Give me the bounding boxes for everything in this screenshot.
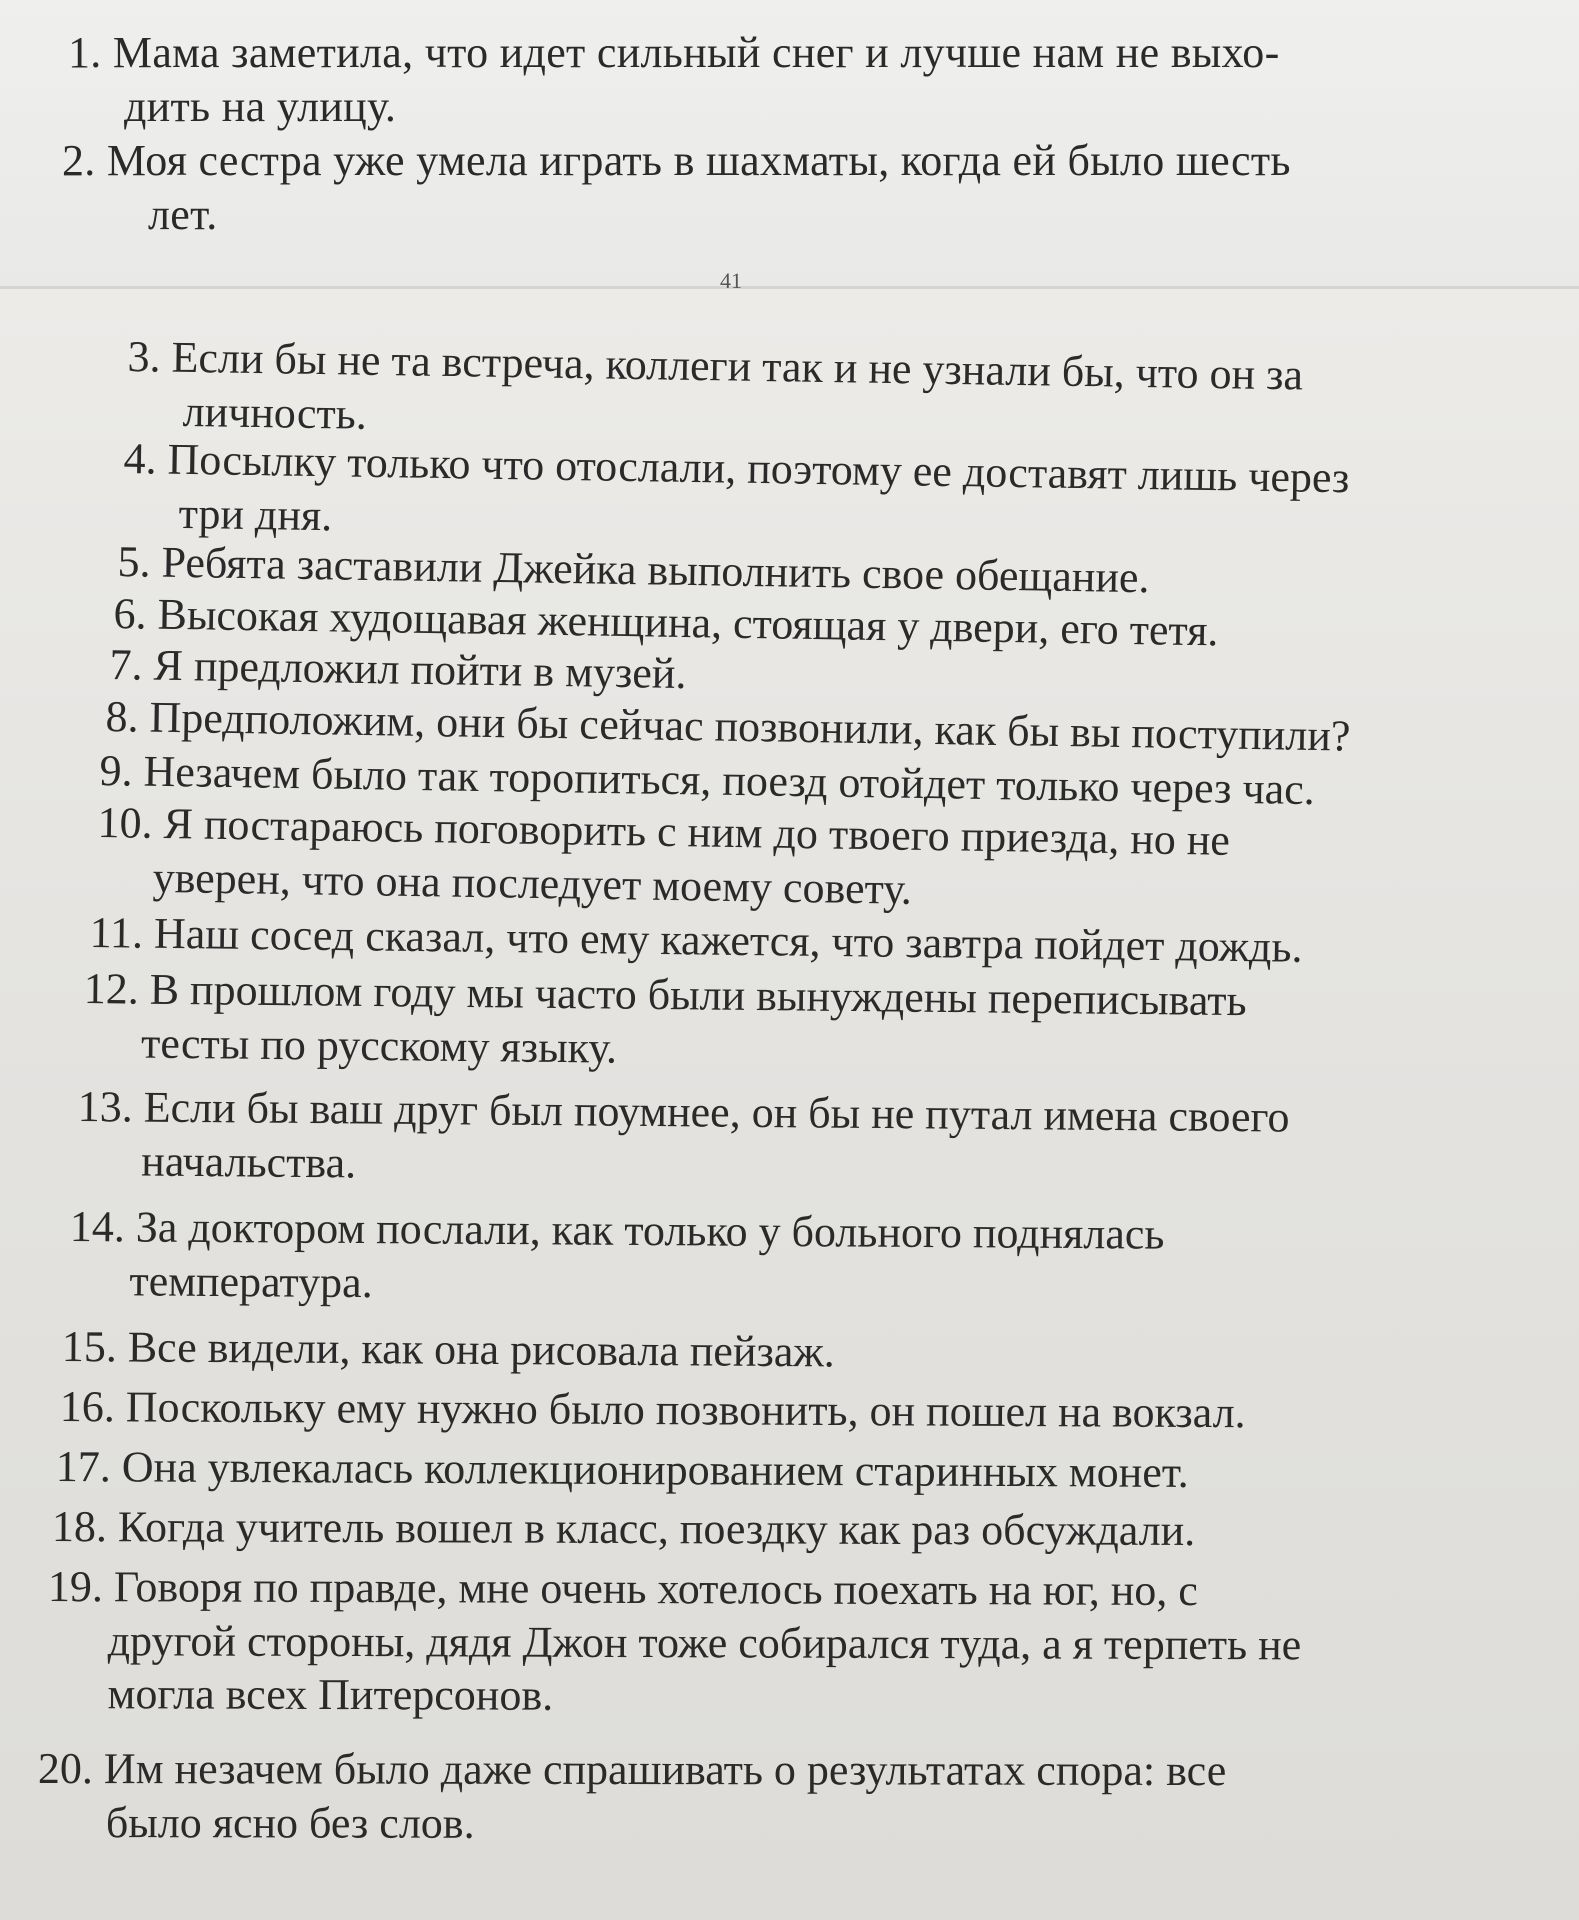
list-item-12 [83,962,1524,1084]
item-text: Предположим, они бы сейчас позвонили, как бы вы поступили? [149,692,1351,761]
item-number: 12. [83,963,139,1014]
item-number: 20. [37,1744,93,1794]
item-number: 10. [97,797,153,848]
item-text: Им незачем было даже спрашивать о результатах спора: все [103,1744,1227,1796]
list-item-1 [68,26,1398,133]
item-continuation: было ясно без слов. [105,1797,475,1848]
item-continuation: начальства. [141,1136,357,1188]
list-item-10 [96,796,1498,925]
item-number: 13. [77,1081,133,1132]
list-item-13 [77,1080,1518,1200]
item-text: Если бы ваш друг был поумнее, он бы не путал имена своего [143,1082,1290,1142]
item-continuation: дить на улицу. [124,81,397,131]
item-text: Мама заметила, что идет сильный снег и лучше нам не выхо- [112,28,1280,77]
item-text: За доктором послали, как только у больного поднялась [135,1202,1165,1259]
item-continuation: три дня. [178,488,333,540]
item-text: Моя сестра уже умела играть в шахматы, когда ей было шесть [106,136,1291,185]
item-number: 19. [47,1562,103,1612]
item-number: 17. [55,1442,111,1492]
item-text: Все видели, как она рисовала пейзаж. [127,1322,835,1377]
list-item-17 [56,1440,1536,1501]
item-continuation: уверен, что она последует моему совету. [152,852,913,914]
item-number: 14. [69,1202,125,1252]
item-number: 2. [62,136,96,185]
item-number: 5. [117,536,151,587]
item-number: 15. [61,1322,117,1372]
item-text: Высокая худощавая женщина, стоящая у двери, его тетя. [157,589,1219,656]
list-item-20 [38,1742,1548,1852]
item-text: В прошлом году мы часто были вынуждены переписывать [149,964,1247,1026]
item-number: 1. [68,28,102,77]
item-number: 7. [109,639,143,690]
item-continuation: тесты по русскому языку. [140,1018,618,1073]
item-number: 11. [89,907,144,958]
item-number: 4. [123,433,157,484]
item-continuation: личность. [182,386,368,439]
item-continuation: другой стороны, дядя Джон тоже собирался туда, а я терпеть не [107,1615,1302,1670]
item-text: Я предложил пойти в музей. [153,640,687,699]
list-item-16 [60,1380,1540,1441]
item-text: Поскольку ему нужно было позвонить, он пошел на вокзал. [125,1382,1246,1438]
item-text: Ребята заставили Джейка выполнить свое обещание. [161,537,1150,603]
item-text: Наш сосед сказал, что ему кажется, что завтра пойдет дождь. [153,908,1303,972]
item-text: Посылку только что отослали, поэтому ее доставят лишь через [167,434,1350,503]
list-item-19 [47,1560,1548,1726]
list-item-18 [52,1500,1532,1559]
item-number: 8. [105,691,139,742]
item-text: Когда учитель вошел в класс, поездку как раз обсуждали. [117,1502,1196,1555]
item-number: 9. [99,745,133,796]
page-number: 41 [720,268,742,293]
item-continuation: температура. [129,1256,373,1307]
item-number: 3. [127,331,161,382]
photo-seam [0,286,1579,289]
item-text: Незачем было так торопиться, поезд отойдет только через час. [143,746,1316,815]
item-number: 18. [51,1502,107,1552]
item-continuation: могла всех Питерсонов. [107,1669,554,1721]
item-number: 16. [59,1382,115,1432]
item-text: Если бы не та встреча, коллеги так и не узнали бы, что он за [171,332,1304,400]
list-item-14 [69,1200,1530,1318]
item-text: Говоря по правде, мне очень хотелось поехать на юг, но, с [113,1562,1198,1616]
item-number: 6. [113,588,147,639]
item-text: Она увлекалась коллекционированием старинных монет. [121,1442,1189,1497]
item-text: Я постараюсь поговорить с ним до твоего приезда, но не [163,799,1231,865]
item-continuation: лет. [148,189,218,239]
list-item-15 [62,1320,1522,1384]
list-item-2 [62,134,1392,241]
